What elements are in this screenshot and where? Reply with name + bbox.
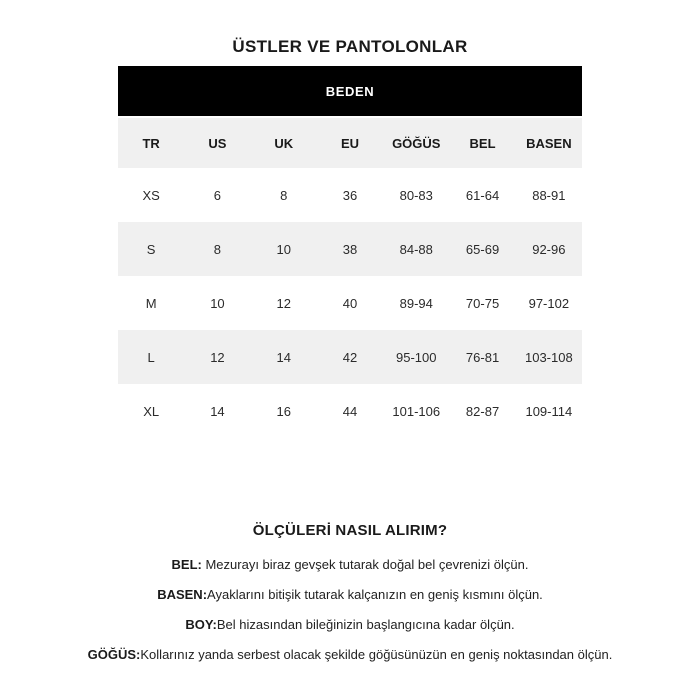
table-header-row <box>118 118 582 168</box>
size-cell: 44 <box>342 403 358 419</box>
size-cell: 80-83 <box>399 187 433 203</box>
size-table <box>118 66 582 438</box>
size-cell: 8 <box>280 187 288 203</box>
size-row <box>118 168 582 222</box>
measurement-instructions <box>0 522 700 661</box>
instruction-text-gogus: Kollarınız yanda serbest olacak şekilde göğüsünüzün en geniş noktasından ölçün. <box>140 647 613 662</box>
size-cell: 12 <box>210 349 225 365</box>
size-cell: 16 <box>276 403 291 419</box>
table-banner-row <box>118 66 582 118</box>
instruction-line-gogus <box>0 648 700 661</box>
size-cell: XL <box>143 403 160 419</box>
size-cell: XS <box>142 187 160 203</box>
size-row <box>118 330 582 384</box>
size-cell: 14 <box>276 349 291 365</box>
instruction-text-boy: Bel hizasından bileğinizin başlangıcına kadar ölçün. <box>216 617 515 632</box>
size-cell: 76-81 <box>465 349 500 365</box>
size-cell: S <box>146 241 156 257</box>
instruction-line-basen <box>0 588 700 601</box>
page-title: ÜSTLER VE PANTOLONLAR <box>232 37 468 56</box>
size-table-body <box>118 168 582 438</box>
size-cell: 92-96 <box>532 241 566 257</box>
column-header: EU <box>317 118 383 168</box>
size-cell: 6 <box>213 187 222 203</box>
size-cell: 95-100 <box>396 349 437 365</box>
instruction-line-boy <box>0 618 700 631</box>
size-cell: 82-87 <box>465 403 500 419</box>
column-header: GÖĞÜS <box>383 118 449 168</box>
size-cell: 61-64 <box>465 187 500 203</box>
column-header: TR <box>118 118 184 168</box>
size-cell: 10 <box>276 241 291 257</box>
size-cell: 89-94 <box>399 295 433 311</box>
size-cell: 12 <box>276 295 291 311</box>
instruction-label-boy: BOY: <box>185 617 217 632</box>
size-cell: 40 <box>342 295 358 311</box>
instruction-text-basen: Ayaklarını bitişik tutarak kalçanızın en geniş kısmını ölçün. <box>207 587 543 602</box>
size-row <box>118 384 582 438</box>
size-cell: 103-108 <box>524 349 573 365</box>
size-cell: 10 <box>210 295 225 311</box>
size-cell: L <box>147 349 155 365</box>
table-banner-label: BEDEN <box>118 66 582 118</box>
size-row <box>118 222 582 276</box>
column-header: BEL <box>449 118 515 168</box>
instruction-text-bel: Mezurayı biraz gevşek tutarak doğal bel çevrenizi ölçün. <box>201 557 529 572</box>
column-header: BASEN <box>516 118 582 168</box>
size-cell: 97-102 <box>528 295 570 311</box>
column-header: UK <box>251 118 317 168</box>
instruction-label-bel: BEL: <box>171 557 202 572</box>
size-cell: 14 <box>210 403 225 419</box>
size-row <box>118 276 582 330</box>
instruction-label-gogus: GÖĞÜS: <box>87 647 141 662</box>
size-cell: 109-114 <box>525 403 573 419</box>
size-cell: 38 <box>342 241 358 257</box>
size-cell: 101-106 <box>392 403 441 419</box>
size-cell: 88-91 <box>532 187 566 203</box>
instruction-label-basen: BASEN: <box>157 587 208 602</box>
size-cell: 70-75 <box>465 295 500 311</box>
size-cell: 42 <box>342 349 358 365</box>
instructions-heading: ÖLÇÜLERİ NASIL ALIRIM? <box>252 522 448 539</box>
size-cell: M <box>145 295 157 311</box>
size-cell: 36 <box>342 187 358 203</box>
size-cell: 8 <box>213 241 222 257</box>
instruction-line-bel <box>0 558 700 571</box>
column-header: US <box>184 118 250 168</box>
size-cell: 84-88 <box>399 241 433 257</box>
size-cell: 65-69 <box>465 241 500 257</box>
